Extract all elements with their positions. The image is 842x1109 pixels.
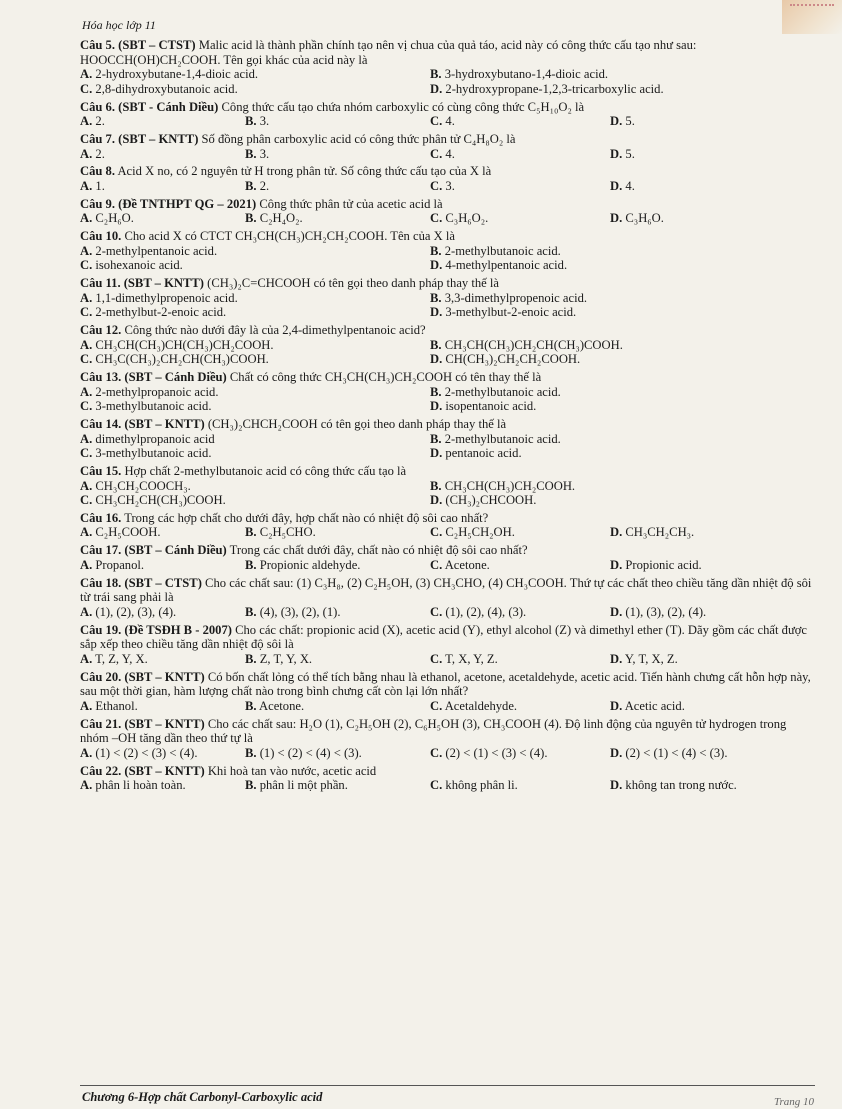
answer-option: A. phân li hoàn toàn. — [80, 778, 186, 793]
question-label: Câu 7. (SBT – KNTT) — [80, 131, 199, 146]
question-stem: Cho acid X có CTCT CH₃CH(CH₃)CH₂CH₂COOH. Tên của X là — [121, 229, 455, 244]
question-label: Câu 22. (SBT – KNTT) — [80, 763, 205, 778]
question-7 — [80, 132, 815, 161]
answer-option: C. 2-methylbut-2-enoic acid. — [80, 305, 227, 320]
answer-option: C. T, X, Y, Z. — [430, 651, 498, 666]
answer-option: D. pentanoic acid. — [430, 446, 522, 461]
question-5 — [80, 38, 815, 96]
question-text — [80, 764, 815, 779]
question-stem: Công thức nào dưới đây là của 2,4-dimethylpentanoic acid? — [121, 323, 426, 337]
answer-option: A. Ethanol. — [80, 698, 138, 713]
answer-option: B. 2-methylbutanoic acid. — [430, 384, 561, 399]
question-stem: Hợp chất 2-methylbutanoic acid có công thức cấu tạo là — [121, 463, 407, 478]
answer-option: D. không tan trong nước. — [610, 778, 737, 793]
answer-options — [80, 211, 815, 226]
answer-option: C. C₂H₅CH₂OH. — [430, 525, 515, 540]
footer-divider — [80, 1085, 815, 1086]
question-stem: Acid X no, có 2 nguyên tử H trong phân tử. Số công thức cấu tạo của X là — [115, 164, 492, 179]
question-label: Câu 15. — [80, 463, 122, 478]
answer-options — [80, 291, 815, 320]
answer-option: A. C₂H₆O. — [80, 211, 134, 226]
answer-option: B. (1) < (2) < (4) < (3). — [245, 745, 362, 760]
answer-option: A. 1. — [80, 178, 105, 193]
answer-options — [80, 652, 815, 667]
question-text — [80, 38, 815, 67]
answer-option: D. (2) < (1) < (4) < (3). — [610, 745, 728, 760]
question-15 — [80, 464, 815, 508]
question-stem: (CH₃)₂CHCH₂COOH có tên gọi theo danh pháp thay thế là — [204, 416, 507, 431]
answer-option: D. CH(CH₃)₂CH₂CH₂COOH. — [430, 352, 581, 367]
question-label: Câu 14. (SBT – KNTT) — [80, 416, 205, 431]
answer-option: A. 2. — [80, 146, 105, 161]
answer-option: C. Acetone. — [430, 557, 490, 572]
question-label: Câu 6. (SBT - Cánh Diều) — [80, 99, 219, 114]
question-text — [80, 576, 815, 605]
answer-option: C. 3-methylbutanoic acid. — [80, 446, 212, 461]
question-21 — [80, 717, 815, 761]
question-text — [80, 511, 815, 526]
question-label: Câu 10. — [80, 229, 122, 244]
question-stem: Cho các chất sau: H₂O (1), C₂H₅OH (2), C₆H₅OH (3), CH₃COOH (4). Độ linh động của nguyên tử hydrogen trong nhóm –OH tăng dần theo thứ tự là — [80, 716, 787, 746]
answer-options — [80, 385, 815, 414]
answer-options — [80, 114, 815, 129]
answer-options — [80, 338, 815, 367]
answer-option: B. phân li một phần. — [245, 778, 348, 793]
answer-options — [80, 244, 815, 273]
question-stem: Cho các chất sau: (1) C₃H₈, (2) C₂H₅OH, (3) CH₃CHO, (4) CH₃COOH. Thứ tự các chất theo chiều tăng dần nhiệt độ sôi từ trái sang phải là — [80, 575, 812, 605]
answer-options — [80, 746, 815, 761]
question-19 — [80, 623, 815, 667]
answer-option: A. (1), (2), (3), (4). — [80, 604, 177, 619]
page-number: Trang 10 — [773, 1096, 814, 1108]
answer-option: B. CH₃CH(CH₃)CH₂COOH. — [430, 478, 576, 493]
question-stem: (CH₃)₂C=CHCOOH có tên gọi theo danh pháp thay thế là — [204, 276, 499, 291]
question-label: Câu 16. — [80, 510, 122, 525]
answer-option: C. 2,8-dihydroxybutanoic acid. — [80, 81, 238, 96]
question-text — [80, 717, 815, 746]
question-label: Câu 17. (SBT – Cánh Diều) — [80, 543, 227, 558]
answer-option: C. CH₃CH₂CH(CH₃)COOH. — [80, 493, 226, 508]
answer-option: C. (2) < (1) < (3) < (4). — [430, 745, 548, 760]
corner-decoration — [782, 0, 842, 34]
answer-option: B. C₂H₄O₂. — [245, 211, 303, 226]
answer-options — [80, 558, 815, 573]
answer-option: B. 2-methylbutanoic acid. — [430, 243, 561, 258]
answer-option: A. C₂H₅COOH. — [80, 525, 161, 540]
answer-options — [80, 147, 815, 162]
question-text — [80, 276, 815, 291]
question-label: Câu 8. — [80, 164, 115, 179]
answer-option: D. 4. — [610, 178, 635, 193]
answer-option: B. Acetone. — [245, 698, 305, 713]
page-header: Hóa học lớp 11 — [82, 18, 156, 32]
question-stem: Khi hoà tan vào nước, acetic acid — [204, 763, 377, 778]
question-stem: Có bốn chất lỏng có thể tích bằng nhau là ethanol, acetone, acetaldehyde, acetic acid. Tiến hành chưng cất hỗn hợp này, sau một thời gian, hàm lượng chất nào trong bình chưng cất còn lại lớn nhất? — [80, 669, 811, 699]
question-13 — [80, 370, 815, 414]
question-label: Câu 11. (SBT – KNTT) — [80, 276, 204, 291]
answer-option: B. 3-hydroxybutano-1,4-dioic acid. — [430, 67, 609, 82]
question-stem: Cho các chất: propionic acid (X), acetic acid (Y), ethyl alcohol (Z) và dimethyl ether (T). Dãy gồm các chất được sắp xếp theo chiều tăng dần nhiệt độ sôi là — [80, 622, 808, 652]
answer-option: A. 2. — [80, 114, 105, 129]
question-text — [80, 229, 815, 244]
question-label: Câu 13. (SBT – Cánh Diều) — [80, 369, 227, 384]
answer-option: A. 2-methylpentanoic acid. — [80, 243, 218, 258]
question-12 — [80, 323, 815, 367]
question-stem: Trong các chất dưới đây, chất nào có nhiệt độ sôi cao nhất? — [226, 543, 528, 558]
answer-options — [80, 179, 815, 194]
dotted-stamp-mark — [790, 4, 834, 12]
question-16 — [80, 511, 815, 540]
question-label: Câu 18. (SBT – CTST) — [80, 575, 202, 590]
question-stem: Malic acid là thành phần chính tạo nên vị chua của quả táo, acid này có công thức cấu tạo như sau: HOOCCH(OH)CH₂COOH. Tên gọi khác của acid này là — [80, 38, 697, 67]
answer-option: A. 2-hydroxybutane-1,4-dioic acid. — [80, 67, 259, 82]
answer-option: B. (4), (3), (2), (1). — [245, 604, 341, 619]
page-footer: Chương 6-Hợp chất Carbonyl-Carboxylic acid — [82, 1090, 323, 1104]
answer-option: B. Z, T, Y, X. — [245, 651, 313, 666]
question-label: Câu 12. — [80, 323, 122, 337]
answer-option: C. (1), (2), (4), (3). — [430, 604, 527, 619]
question-18 — [80, 576, 815, 620]
question-text — [80, 417, 815, 432]
answer-option: D. C₃H₆O. — [610, 211, 664, 226]
answer-option: D. 4-methylpentanoic acid. — [430, 258, 568, 273]
answer-option: B. 3,3-dimethylpropenoic acid. — [430, 290, 588, 305]
question-list — [80, 38, 815, 796]
answer-option: A. CH₃CH₂COOCH₃. — [80, 478, 191, 493]
answer-option: C. không phân li. — [430, 778, 518, 793]
question-9 — [80, 197, 815, 226]
question-text — [80, 464, 815, 479]
answer-options — [80, 525, 815, 540]
question-stem: Trong các hợp chất cho dưới đây, hợp chất nào có nhiệt độ sôi cao nhất? — [121, 510, 489, 525]
answer-option: D. (1), (3), (2), (4). — [610, 604, 707, 619]
answer-option: B. 3. — [245, 114, 270, 129]
answer-option: D. Y, T, X, Z. — [610, 651, 678, 666]
question-label: Câu 5. (SBT – CTST) — [80, 38, 196, 52]
answer-option: C. 3. — [430, 178, 455, 193]
answer-option: D. Propionic acid. — [610, 557, 702, 572]
question-text — [80, 623, 815, 652]
answer-options — [80, 432, 815, 461]
question-11 — [80, 276, 815, 320]
answer-option: B. Propionic aldehyde. — [245, 557, 361, 572]
question-14 — [80, 417, 815, 461]
answer-option: A. (1) < (2) < (3) < (4). — [80, 745, 198, 760]
question-text — [80, 543, 815, 558]
answer-option: D. 5. — [610, 146, 635, 161]
answer-option: A. 1,1-dimethylpropenoic acid. — [80, 290, 238, 305]
answer-options — [80, 699, 815, 714]
question-text — [80, 132, 815, 147]
question-stem: Công thức phân tử của acetic acid là — [256, 196, 443, 211]
question-22 — [80, 764, 815, 793]
question-label: Câu 20. (SBT – KNTT) — [80, 669, 205, 684]
question-8 — [80, 164, 815, 193]
question-17 — [80, 543, 815, 572]
answer-option: A. T, Z, Y, X. — [80, 651, 148, 666]
question-label: Câu 9. (Đề TNTHPT QG – 2021) — [80, 196, 257, 211]
answer-options — [80, 605, 815, 620]
answer-option: A. Propanol. — [80, 557, 145, 572]
question-text — [80, 323, 815, 338]
answer-option: B. C₂H₅CHO. — [245, 525, 316, 540]
question-6 — [80, 100, 815, 129]
question-text — [80, 100, 815, 115]
answer-option: B. 2. — [245, 178, 270, 193]
answer-option: C. 3-methylbutanoic acid. — [80, 399, 212, 414]
question-label: Câu 21. (SBT – KNTT) — [80, 716, 205, 731]
answer-option: D. CH₃CH₂CH₃. — [610, 525, 695, 540]
question-text — [80, 370, 815, 385]
question-20 — [80, 670, 815, 714]
question-stem: Số đồng phân carboxylic acid có công thức phân tử C₄H₈O₂ là — [198, 131, 516, 146]
question-text — [80, 670, 815, 699]
answer-option: B. CH₃CH(CH₃)CH₂CH(CH₃)COOH. — [430, 337, 623, 352]
answer-option: B. 3. — [245, 146, 270, 161]
answer-option: A. dimethylpropanoic acid — [80, 431, 215, 446]
answer-option: C. CH₃C(CH₃)₂CH₂CH(CH₃)COOH. — [80, 352, 269, 367]
answer-option: D. 2-hydroxypropane-1,2,3-tricarboxylic acid. — [430, 81, 664, 96]
answer-option: B. 2-methylbutanoic acid. — [430, 431, 561, 446]
answer-options — [80, 479, 815, 508]
answer-option: D. 5. — [610, 114, 635, 129]
answer-option: D. 3-methylbut-2-enoic acid. — [430, 305, 577, 320]
answer-options — [80, 67, 815, 96]
question-stem: Chất có công thức CH₃CH(CH₃)CH₂COOH có tên thay thế là — [226, 369, 542, 384]
answer-options — [80, 778, 815, 793]
question-text — [80, 164, 815, 179]
question-label: Câu 19. (Đề TSĐH B - 2007) — [80, 622, 232, 637]
answer-option: C. 4. — [430, 146, 455, 161]
question-stem: Công thức cấu tạo chứa nhóm carboxylic có cùng công thức C₅H₁₀O₂ là — [218, 99, 585, 114]
answer-option: A. 2-methylpropanoic acid. — [80, 384, 219, 399]
answer-option: D. Acetic acid. — [610, 698, 685, 713]
answer-option: D. isopentanoic acid. — [430, 399, 537, 414]
answer-option: A. CH₃CH(CH₃)CH(CH₃)CH₂COOH. — [80, 337, 274, 352]
answer-option: C. Acetaldehyde. — [430, 698, 518, 713]
answer-option: C. isohexanoic acid. — [80, 258, 183, 273]
question-10 — [80, 229, 815, 273]
answer-option: C. C₃H₆O₂. — [430, 211, 489, 226]
question-text — [80, 197, 815, 212]
answer-option: C. 4. — [430, 114, 455, 129]
answer-option: D. (CH₃)₂CHCOOH. — [430, 493, 537, 508]
